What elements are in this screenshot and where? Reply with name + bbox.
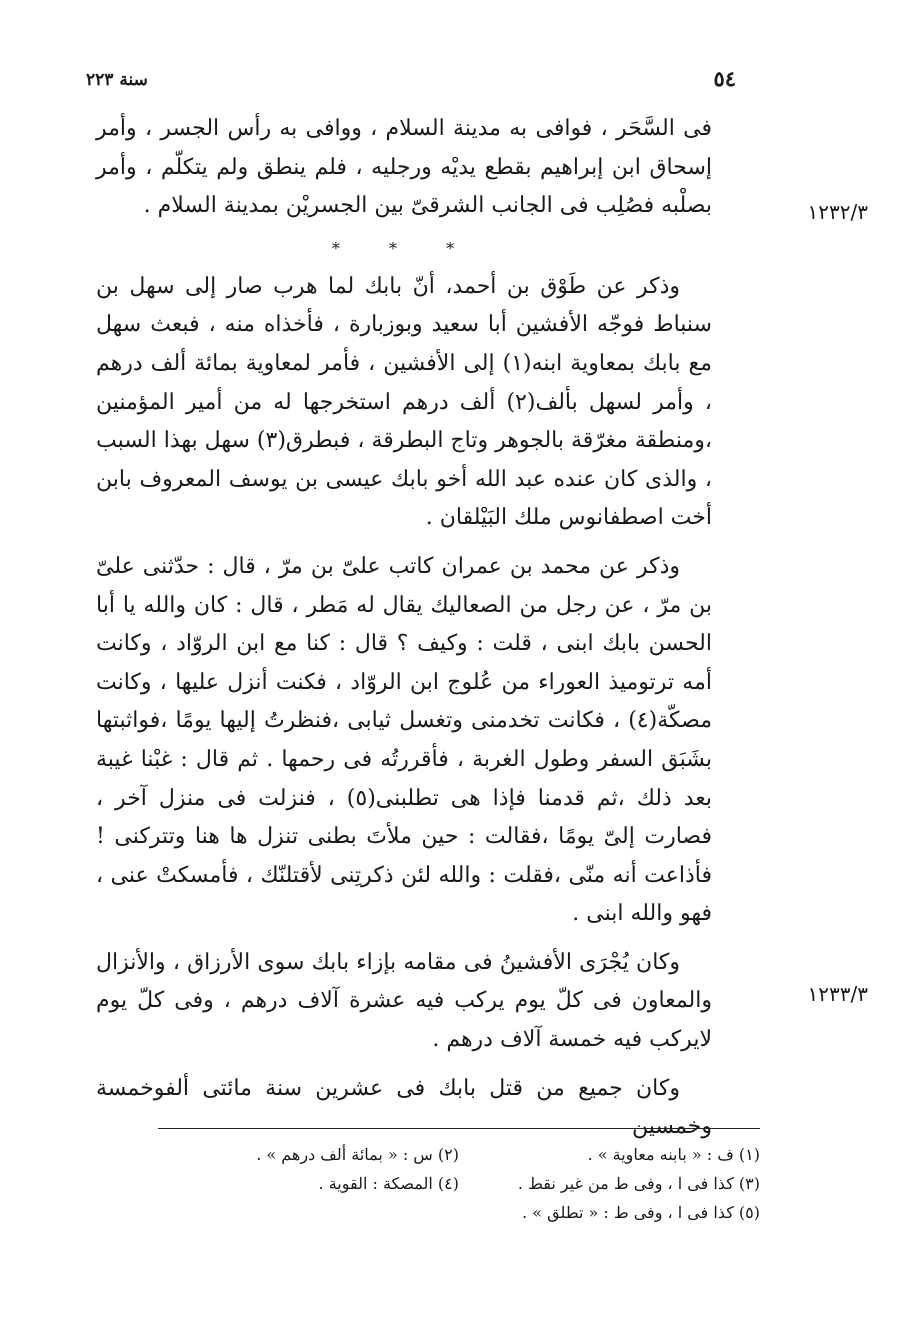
- paragraph-1: فى السَّحَر ، فوافى به مدينة السلام ، ووافى به رأس الجسر ، وأمر إسحاق ابن إبراهيم بقطع يديْه ورجليه ، فلم ينطق ولم يتكلّم ، وأمر بصلْبه فصُلِب فى الجانب الشرقىّ بين الجسريْن بمدينة السلام .: [96, 116, 712, 219]
- margin-ref-2: ١٢٣٣/٣: [807, 982, 868, 1006]
- margin-ref-1: ١٢٣٢/٣: [807, 200, 868, 224]
- footnote-2: (٢) س : « بمائة ألف درهم » .: [256, 1145, 459, 1164]
- paragraph-4: وكان يُجْرَى الأفشينُ فى مقامه بإزاء بابك سوى الأرزاق ، والأنزال والمعاون فى كلّ يوم يركب فيه عشرة آلاف درهم ، وفى كلّ يوم لايركب فيه خمسة آلاف درهم .: [96, 949, 712, 1053]
- footnote-5: (٥) كذا فى ا ، وفى ط : « تطلق » .: [522, 1203, 760, 1222]
- page-number: ٥٤: [713, 66, 736, 91]
- footnote-3: (٣) كذا فى ا ، وفى ط من غير نقط .: [517, 1174, 760, 1193]
- section-divider-stars: * * *: [331, 238, 477, 258]
- running-header-year: سنة ٢٢٣: [86, 70, 148, 90]
- paragraph-3: وذكر عن محمد بن عمران كاتب علىّ بن مرّ ، قال : حدّثنى علىّ بن مرّ ، عن رجل من الصعاليك يقال له مَطر ، قال : كان والله يا أبا الحسن بابك ابنى ، قلت : وكيف ؟ قال : كنا مع ابن الروّاد ، وكانت أمه ترتوميذ العوراء من عُلوج ابن الروّاد ، فكنت أنزل عليها ، وكانت مصكّة(٤) ، فكانت تخدمنى وتغسل ثيابى ،فنظرتُ إليها يومًا ،فواثبتها بشَبَق السفر وطول الغربة ، فأقررتُه فى رحمها . ثم قال : غبْنا غيبة بعد ذلك ،ثم قدمنا فإذا هى تطلبنى(٥) ، فنزلت فى منزل آخر ، فصارت إلىّ يومًا ،فقالت : حين ملأتَ بطنى تنزل ها هنا وتتركنى ! فأذاعت أنه منّى ،فقلت : والله لئن ذكرتِنى لأقتلنّك ، فأمسكتْ عنى ، فهو والله ابنى .: [96, 553, 713, 927]
- footnotes: [158, 1140, 760, 1227]
- paragraph-5: وكان جميع من قتل بابك فى عشرين سنة مائتى ألفوخمسة وخمسين: [96, 1075, 712, 1140]
- footnote-1: (١) ف : « بابنه معاوية » .: [587, 1145, 760, 1164]
- main-text: [96, 110, 712, 1147]
- footnote-divider: [158, 1128, 760, 1129]
- paragraph-2: وذكر عن طَوْق بن أحمد، أنّ بابك لما هرب صار إلى سهل بن سنباط فوجّه الأفشين أبا سعيد وبوزبارة ، فأخذاه منه ، فبعث سهل مع بابك بمعاوية ابنه(١) إلى الأفشين ، فأمر لمعاوية بمائة ألف درهم ، وأمر لسهل بألف(٢) ألف درهم استخرجها له من أمير المؤمنين ،ومنطقة مغرّقة بالجوهر وتاج البطرقة ، فبطرق(٣) سهل بهذا السبب ، والذى كان عنده عبد الله أخو بابك عيسى بن يوسف المعروف بابن أخت اصطفانوس ملك البَيْلقان .: [96, 273, 713, 531]
- footnote-4: (٤) المصكة : القوية .: [318, 1174, 459, 1193]
